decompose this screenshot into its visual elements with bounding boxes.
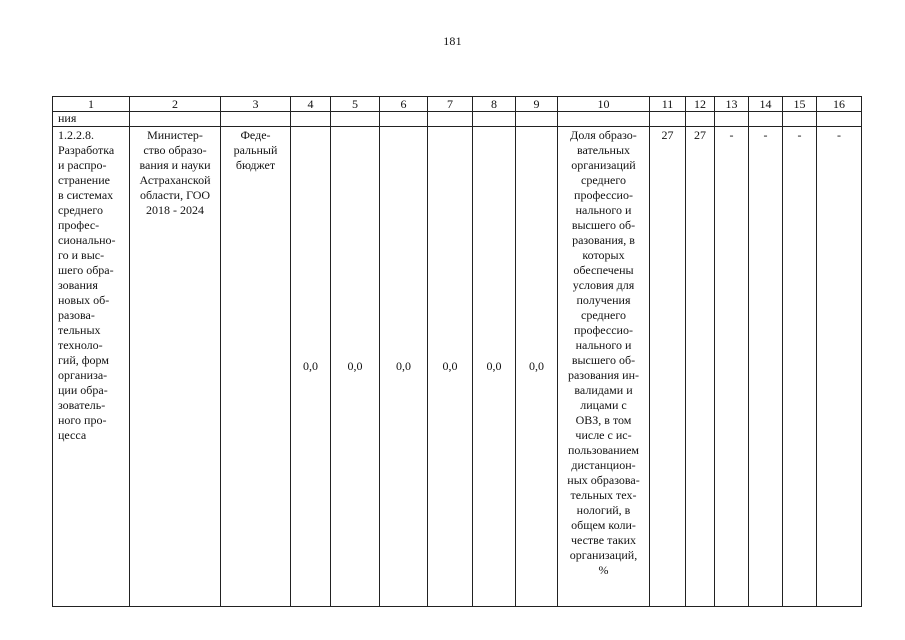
indicator-cell: Доля образо- вательных организаций среднего профессио- нального и высшего об- разования, в которых обеспечены условия для получения среднего профессио- нального и высшего об- разования ин- валидами и лицами с ОВЗ, в том числе с ис- пользованием дистанцион- ных образова- тельных тех- нологий, в общем коли- честве таких организаций, % [558, 127, 650, 607]
header-cell-1: 1 [53, 97, 130, 112]
header-cell-9: 9 [516, 97, 558, 112]
value-cell-15: - [783, 127, 817, 607]
value-cell-16: - [817, 127, 862, 607]
header-cell-15: 15 [783, 97, 817, 112]
header-cell-14: 14 [749, 97, 783, 112]
funding-source-cell: Феде- ральный бюджет [221, 127, 291, 607]
value-cell-9: 0,0 [516, 127, 558, 607]
value-cell-4: 0,0 [291, 127, 331, 607]
program-table [52, 96, 862, 607]
header-cell-10: 10 [558, 97, 650, 112]
value-cell-8: 0,0 [473, 127, 516, 607]
header-cell-6: 6 [380, 97, 428, 112]
header-cell-2: 2 [130, 97, 221, 112]
header-cell-8: 8 [473, 97, 516, 112]
value-cell-6: 0,0 [380, 127, 428, 607]
value-cell-12: 27 [686, 127, 715, 607]
header-cell-12: 12 [686, 97, 715, 112]
continuation-row [53, 112, 862, 127]
header-row [53, 97, 862, 112]
continuation-text: ния [53, 112, 130, 127]
header-cell-5: 5 [331, 97, 380, 112]
header-cell-4: 4 [291, 97, 331, 112]
table-row [53, 127, 862, 607]
header-cell-7: 7 [428, 97, 473, 112]
header-cell-11: 11 [650, 97, 686, 112]
value-cell-5: 0,0 [331, 127, 380, 607]
value-cell-11: 27 [650, 127, 686, 607]
page-number: 181 [443, 34, 462, 48]
value-cell-13: - [715, 127, 749, 607]
activity-cell: 1.2.2.8. Разработка и распро- странение в системах среднего профес- сионально- го и выс- шего обра- зования новых об- разова- тельных техноло- гий, форм организа- ции обра- зователь- ного про- цесса [53, 127, 130, 607]
header-cell-16: 16 [817, 97, 862, 112]
executor-cell: Министер- ство образо- вания и науки Астраханской области, ГОО 2018 - 2024 [130, 127, 221, 607]
value-cell-14: - [749, 127, 783, 607]
header-cell-13: 13 [715, 97, 749, 112]
header-cell-3: 3 [221, 97, 291, 112]
value-cell-7: 0,0 [428, 127, 473, 607]
